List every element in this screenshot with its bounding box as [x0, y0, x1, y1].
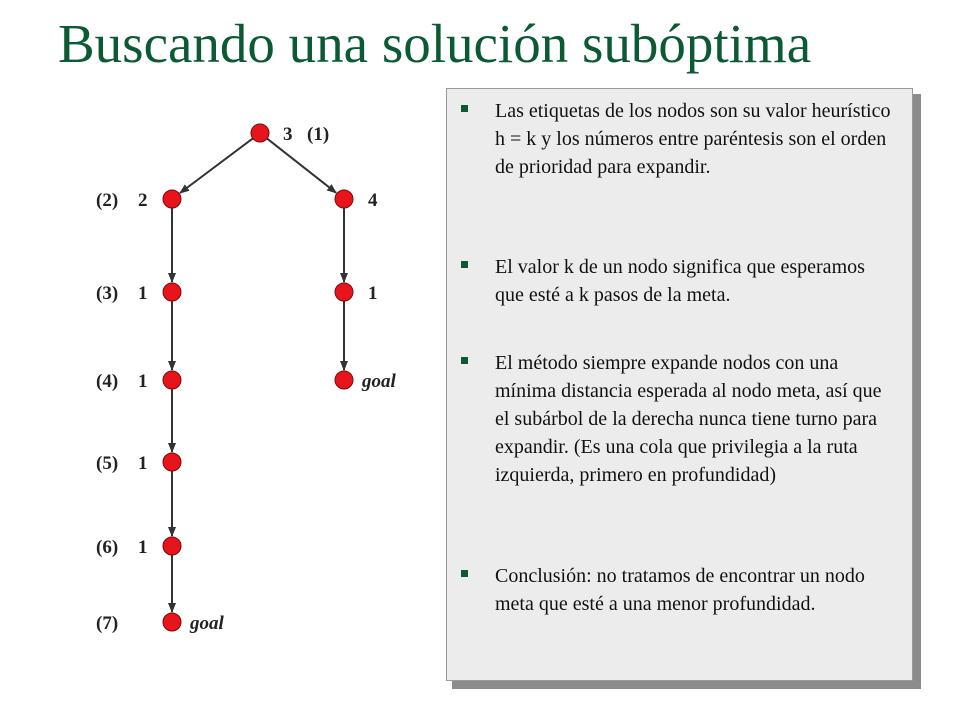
bullet-text: Las etiquetas de los nodos son su valor heurístico h = k y los números entre paréntesis son el orden de prioridad para expandir.	[495, 100, 891, 178]
node-order-label: (6)	[96, 537, 119, 558]
node-order-label: (5)	[96, 453, 119, 474]
node-heuristic-label: 1	[368, 283, 378, 304]
square-bullet-icon	[461, 105, 468, 112]
bullet-text: El método siempre expande nodos con una mínima distancia esperada al nodo meta, así que el subárbol de la derecha nunca tiene turno para expandir. (Es una cola que privilegia a la ruta izquierda, primero en profundidad)	[495, 352, 882, 486]
square-bullet-icon	[461, 357, 468, 364]
slide-title: Buscando una solución subóptima	[58, 13, 812, 74]
bullet-method	[461, 349, 893, 489]
node-heuristic-label: 1	[138, 283, 148, 304]
bullet-text: Conclusión: no tratamos de encontrar un nodo meta que esté a una menor profundidad.	[495, 565, 865, 615]
tree-node-l4	[163, 453, 181, 471]
tree-node-l1	[163, 190, 181, 208]
bullet-heuristic-labels	[461, 97, 893, 181]
tree-node-r2	[335, 283, 353, 301]
bullet-conclusion	[461, 562, 893, 618]
tree-edge-arrow	[180, 138, 253, 193]
bullet-text: El valor k de un nodo significa que esperamos que esté a k pasos de la meta.	[495, 256, 865, 306]
square-bullet-icon	[461, 570, 468, 577]
tree-node-l3	[163, 371, 181, 389]
node-heuristic-label: 1	[138, 371, 148, 392]
node-heuristic-label: 1	[138, 453, 148, 474]
node-order-label: (1)	[307, 124, 330, 145]
tree-node-l6	[163, 613, 181, 631]
node-heuristic-label: 3	[283, 124, 293, 145]
node-heuristic-label: 4	[368, 190, 378, 211]
tree-node-r3	[335, 371, 353, 389]
tree-nodes	[96, 124, 397, 634]
tree-node-root	[251, 124, 269, 142]
tree-node-r1	[335, 190, 353, 208]
info-box	[446, 88, 913, 681]
node-heuristic-label: 2	[138, 190, 148, 211]
tree-edges	[172, 138, 344, 612]
tree-node-l5	[163, 537, 181, 555]
node-heuristic-label: 1	[138, 537, 148, 558]
tree-node-l2	[163, 283, 181, 301]
node-heuristic-label: goal	[190, 613, 224, 634]
node-order-label: (4)	[96, 371, 119, 392]
node-order-label: (2)	[96, 190, 119, 211]
node-heuristic-label: goal	[362, 371, 396, 392]
tree-edge-arrow	[267, 139, 336, 193]
node-order-label: (7)	[96, 613, 119, 634]
node-order-label: (3)	[96, 283, 119, 304]
square-bullet-icon	[461, 261, 468, 268]
bullet-k-value	[461, 253, 893, 309]
